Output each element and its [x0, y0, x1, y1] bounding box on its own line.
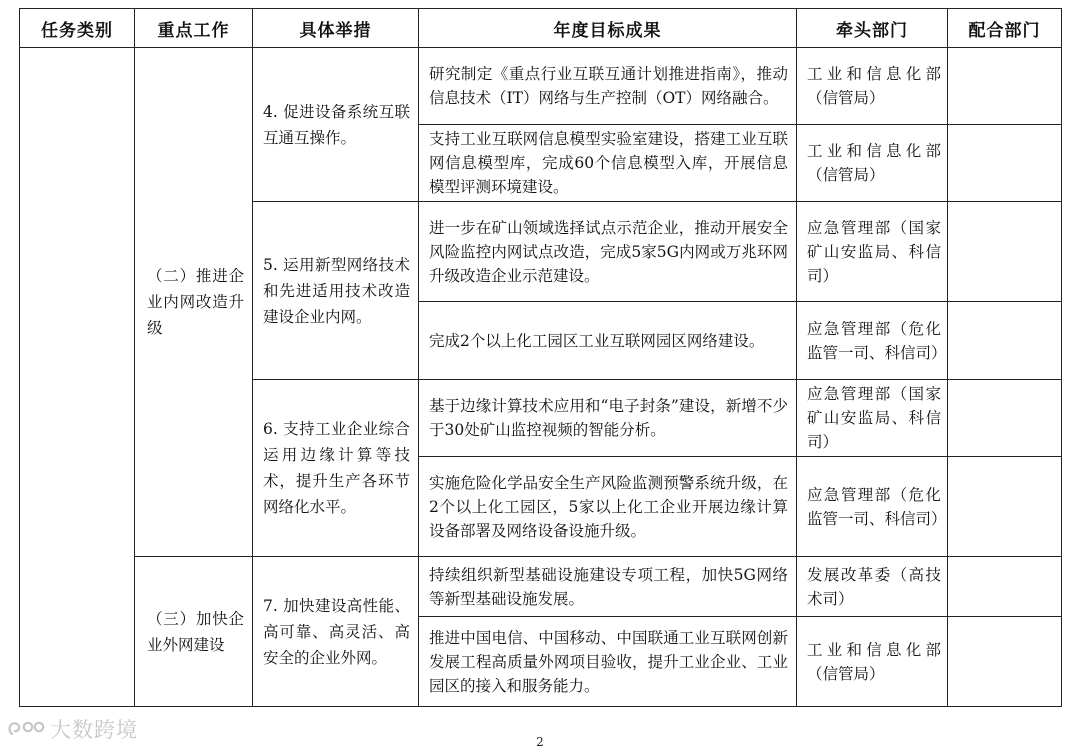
header-key-work: 重点工作: [135, 9, 253, 48]
lead-department-cell: 应急管理部（国家矿山安监局、科信司）: [797, 202, 948, 302]
goal-cell: 研究制定《重点行业互联互通计划推进指南》，推动信息技术（IT）网络与生产控制（OT）网络融合。: [419, 48, 797, 125]
policy-table-container: [19, 8, 1061, 707]
lead-department-cell: 应急管理部（危化监管一司、科信司）: [797, 302, 948, 380]
measure-cell: 6. 支持工业企业综合运用边缘计算等技术，提升生产各环节网络化水平。: [253, 380, 419, 557]
goal-cell: 支持工业互联网信息模型实验室建设，搭建工业互联网信息模型库，完成60个信息模型入库，开展信息模型评测环境建设。: [419, 125, 797, 202]
goal-cell: 实施危险化学品安全生产风险监测预警系统升级，在2个以上化工园区，5家以上化工企业开展边缘计算设备部署及网络设备设施升级。: [419, 457, 797, 557]
goal-cell: 持续组织新型基础设施建设专项工程，加快5G网络等新型基础设施发展。: [419, 557, 797, 617]
goal-cell: 进一步在矿山领域选择试点示范企业，推动开展安全风险监控内网试点改造，完成5家5G内网或万兆环网升级改造企业示范建设。: [419, 202, 797, 302]
table-row: [20, 557, 1062, 617]
lead-department-cell: 工业和信息化部（信管局）: [797, 125, 948, 202]
goal-cell: 基于边缘计算技术应用和“电子封条”建设，新增不少于30处矿山监控视频的智能分析。: [419, 380, 797, 457]
measure-cell: 7. 加快建设高性能、高可靠、高灵活、高安全的企业外网。: [253, 557, 419, 707]
policy-task-table: [19, 8, 1062, 707]
header-coop-department: 配合部门: [948, 9, 1062, 48]
coop-department-cell: [948, 125, 1062, 202]
key-work-cell: （三）加快企业外网建设: [135, 557, 253, 707]
lead-department-cell: 应急管理部（危化监管一司、科信司）: [797, 457, 948, 557]
watermark-text: 大数跨境: [50, 718, 138, 742]
task-category-cell: [20, 48, 135, 707]
header-goals: 年度目标成果: [419, 9, 797, 48]
goal-cell: 完成2个以上化工园区工业互联网园区网络建设。: [419, 302, 797, 380]
header-lead-department: 牵头部门: [797, 9, 948, 48]
lead-department-cell: 工业和信息化部（信管局）: [797, 48, 948, 125]
coop-department-cell: [948, 302, 1062, 380]
lead-department-cell: 应急管理部（国家矿山安监局、科信司）: [797, 380, 948, 457]
table-header-row: [20, 9, 1062, 48]
coop-department-cell: [948, 557, 1062, 617]
lead-department-cell: 工业和信息化部（信管局）: [797, 617, 948, 707]
header-measures: 具体举措: [253, 9, 419, 48]
coop-department-cell: [948, 48, 1062, 125]
measure-cell: 5. 运用新型网络技术和先进适用技术改造建设企业内网。: [253, 202, 419, 380]
key-work-cell: （二）推进企业内网改造升级: [135, 48, 253, 557]
page-number: 2: [536, 735, 544, 749]
lead-department-cell: 发展改革委（高技术司）: [797, 557, 948, 617]
coop-department-cell: [948, 380, 1062, 457]
goal-cell: 推进中国电信、中国移动、中国联通工业互联网创新发展工程高质量外网项目验收，提升工业企业、工业园区的接入和服务能力。: [419, 617, 797, 707]
coop-department-cell: [948, 617, 1062, 707]
table-row: [20, 48, 1062, 125]
coop-department-cell: [948, 457, 1062, 557]
coop-department-cell: [948, 202, 1062, 302]
measure-cell: 4. 促进设备系统互联互通互操作。: [253, 48, 419, 202]
header-category: 任务类别: [20, 9, 135, 48]
